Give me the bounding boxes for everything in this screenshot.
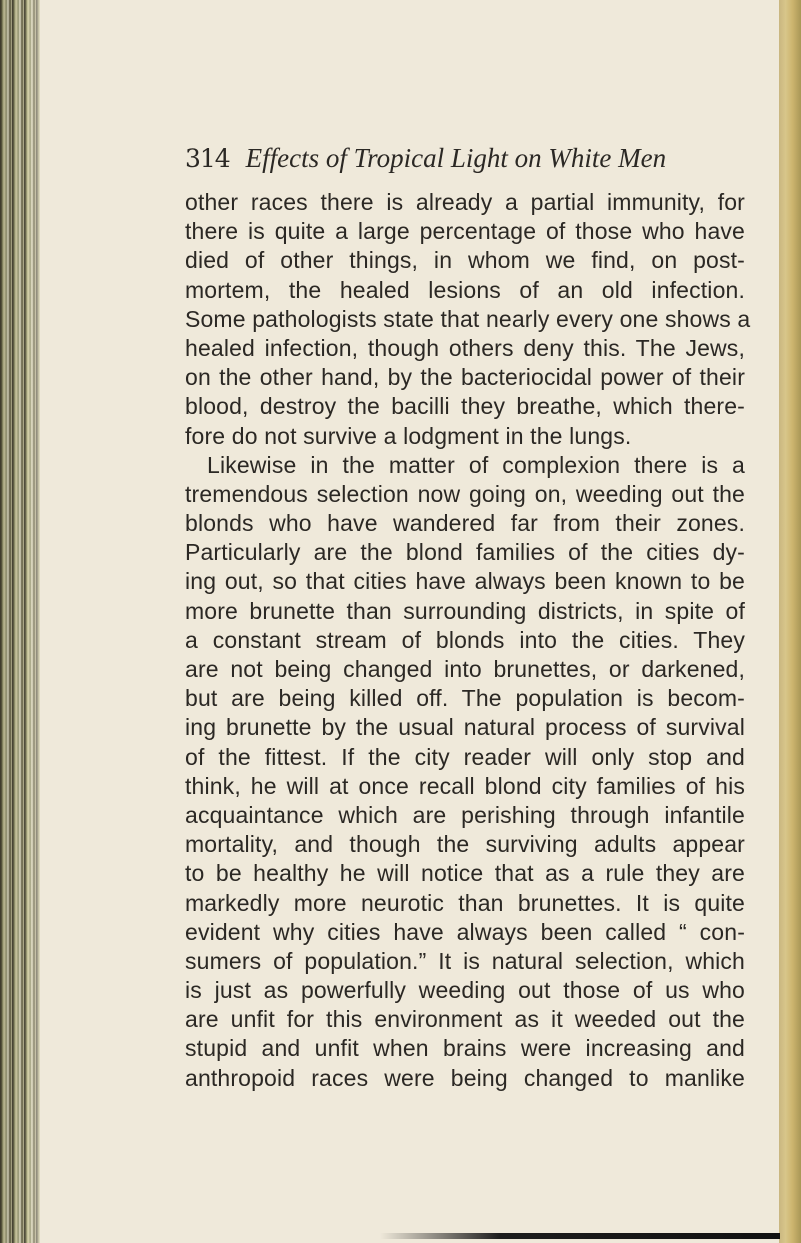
text-line: to be healthy he will notice that as a rule they are xyxy=(185,860,745,887)
text-line: Particularly are the blond families of the cities dy- xyxy=(185,539,745,566)
text-line: there is quite a large percentage of those who have xyxy=(185,218,745,245)
text-line: sumers of population.” It is natural selection, which xyxy=(185,947,745,974)
text-line: Likewise in the matter of complexion there is a xyxy=(207,451,745,478)
text-line: markedly more neurotic than brunettes. It is quite xyxy=(185,889,745,916)
text-line: mortality, and though the surviving adults appear xyxy=(185,831,745,858)
text-line: fore do not survive a lodgment in the lungs. xyxy=(185,422,632,449)
text-line: but are being killed off. The population is becom- xyxy=(185,685,745,712)
text-line: blood, destroy the bacilli they breathe, which there- xyxy=(185,393,745,420)
book-page xyxy=(40,0,779,1243)
text-line: of the fittest. If the city reader will only stop and xyxy=(185,743,745,770)
text-line: blonds who have wandered far from their zones. xyxy=(185,510,745,537)
text-line: a constant stream of blonds into the cities. They xyxy=(185,626,745,653)
text-line: Some pathologists state that nearly every one shows a xyxy=(185,305,751,332)
page-number: 314 xyxy=(185,144,230,173)
text-line: other races there is already a partial immunity, for xyxy=(185,189,745,215)
text-line: tremendous selection now going on, weeding out the xyxy=(185,480,745,507)
text-line: on the other hand, by the bacteriocidal power of their xyxy=(185,364,745,391)
running-head-title: Effects of Tropical Light on White Men xyxy=(245,143,667,173)
text-line: mortem, the healed lesions of an old infection. xyxy=(185,276,745,303)
page-edge-right xyxy=(779,0,801,1243)
text-line: ing out, so that cities have always been known to be xyxy=(185,568,745,595)
body-text xyxy=(185,188,751,1093)
text-line: is just as powerfully weeding out those of us who xyxy=(185,977,745,1004)
text-line: healed infection, though others deny this. The Jews, xyxy=(185,334,745,361)
text-line: are unfit for this environment as it weeded out the xyxy=(185,1006,745,1033)
running-head xyxy=(185,143,666,174)
text-line: anthropoid races were being changed to manlike xyxy=(185,1064,745,1091)
text-line: ing brunette by the usual natural process of survival xyxy=(185,714,745,741)
text-line: stupid and unfit when brains were increasing and xyxy=(185,1035,745,1062)
book-binding-edge xyxy=(0,0,40,1243)
text-line: acquaintance which are perishing through infantile xyxy=(185,801,745,828)
text-line: more brunette than surrounding districts, in spite of xyxy=(185,597,745,624)
text-line: think, he will at once recall blond city families of his xyxy=(185,772,745,799)
text-line: evident why cities have always been called “ con- xyxy=(185,918,745,945)
text-line: are not being changed into brunettes, or darkened, xyxy=(185,656,745,682)
text-line: died of other things, in whom we find, on post- xyxy=(185,247,745,274)
